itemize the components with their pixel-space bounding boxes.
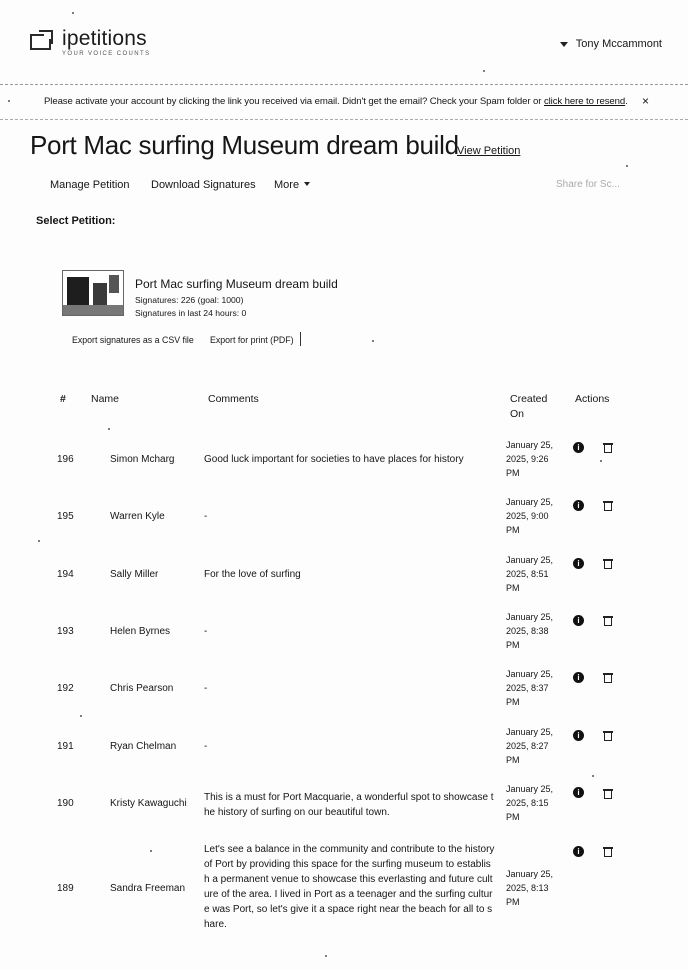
signer-name: Warren Kyle (110, 511, 165, 522)
created-date: January 25, 2025, 8:51 PM (506, 555, 554, 593)
signer-name: Ryan Chelman (110, 741, 177, 752)
column-header-created[interactable]: Created (510, 393, 548, 405)
scan-speck (72, 12, 74, 14)
info-icon[interactable]: i (573, 730, 584, 741)
trash-icon[interactable] (604, 847, 612, 857)
more-label: More (274, 179, 300, 191)
export-csv-link[interactable]: Export signatures as a CSV file (72, 335, 194, 345)
signer-comment: - (204, 741, 208, 752)
view-petition-link[interactable]: View Petition (457, 145, 521, 157)
signer-name: Simon Mcharg (110, 454, 175, 465)
signature-count: Signatures: 226 (goal: 1000) (135, 295, 244, 305)
signer-comment: - (204, 511, 208, 522)
close-icon[interactable]: × (642, 94, 650, 108)
row-number: 194 (57, 569, 74, 580)
trash-icon[interactable] (604, 673, 612, 683)
signer-comment: For the love of surfing (204, 569, 301, 580)
signer-comment: Let's see a balance in the community and contribute to the history of Port by providing this space for the surfing museum to establish a permanent venue to showcase this everlasting and future culture of the area. I lived in Port as a teenager and the surfing culture was Port, so let's give it a space right near the beach for all to share. (204, 844, 495, 930)
column-header-actions: Actions (575, 393, 610, 405)
row-number: 189 (57, 883, 74, 894)
notice-text (44, 96, 628, 107)
row-number: 193 (57, 626, 74, 637)
logo-name: ipetitions (62, 27, 147, 50)
trash-icon[interactable] (604, 501, 612, 511)
scan-speck (150, 850, 152, 852)
info-icon[interactable]: i (573, 558, 584, 569)
chevron-down-icon (304, 182, 310, 186)
scan-speck (108, 428, 110, 430)
info-icon[interactable]: i (573, 846, 584, 857)
trash-icon[interactable] (604, 559, 612, 569)
created-date: January 25, 2025, 9:26 PM (506, 440, 554, 478)
info-icon[interactable]: i (573, 672, 584, 683)
petition-card-title: Port Mac surfing Museum dream build (135, 277, 338, 291)
signer-comment: Good luck important for societies to have places for history (204, 454, 464, 465)
scan-speck (600, 460, 602, 462)
manage-petition-tab[interactable]: Manage Petition (50, 179, 130, 191)
page-title: Port Mac surfing Museum dream build (30, 130, 459, 160)
column-header-name[interactable]: Name (91, 393, 120, 405)
signer-name: Helen Byrnes (110, 626, 171, 637)
notice-message: Please activate your account by clicking the link you received via email. Didn't get the email? Check your Spam folder or (44, 96, 544, 107)
logo-tagline: YOUR VOICE COUNTS (62, 51, 151, 57)
info-icon[interactable]: i (573, 442, 584, 453)
resend-link[interactable]: click here to resend (543, 96, 626, 107)
info-icon[interactable]: i (573, 787, 584, 798)
site-header (0, 0, 688, 80)
trash-icon[interactable] (604, 616, 612, 626)
user-menu[interactable] (560, 38, 662, 50)
scan-speck (626, 165, 628, 167)
trash-icon[interactable] (604, 443, 612, 453)
ipetitions-logo[interactable] (30, 28, 150, 57)
created-date: January 25, 2025, 8:37 PM (506, 669, 554, 707)
signer-comment: This is a must for Port Macquarie, a wonderful spot to showcase the history of surfing on our beautiful town. (204, 792, 494, 818)
select-petition-label: Select Petition: (36, 215, 116, 227)
info-icon[interactable]: i (573, 500, 584, 511)
scan-speck (38, 540, 40, 542)
scan-speck (592, 775, 594, 777)
chevron-down-icon (560, 42, 568, 47)
export-pdf-link[interactable]: Export for print (PDF) (210, 335, 294, 345)
created-date: January 25, 2025, 8:13 PM (506, 869, 554, 907)
notice-suffix: . (625, 96, 628, 107)
trash-icon[interactable] (604, 731, 612, 741)
column-header-created-on: On (510, 408, 525, 420)
created-date: January 25, 2025, 8:38 PM (506, 612, 554, 650)
scan-speck (8, 100, 10, 102)
signer-name: Chris Pearson (110, 683, 174, 694)
signer-name: Sandra Freeman (110, 883, 186, 894)
signatures-last-24h: Signatures in last 24 hours: 0 (135, 308, 247, 318)
petition-thumbnail (62, 270, 124, 316)
row-number: 190 (57, 798, 74, 809)
signer-name: Sally Miller (110, 569, 159, 580)
signer-comment: - (204, 626, 208, 637)
row-number: 192 (57, 683, 74, 694)
created-date: January 25, 2025, 8:15 PM (506, 784, 554, 822)
petition-subnav (0, 176, 688, 196)
scan-speck (483, 70, 485, 72)
created-date: January 25, 2025, 9:00 PM (506, 497, 554, 535)
row-number: 196 (57, 454, 74, 465)
info-icon[interactable]: i (573, 615, 584, 626)
share-link[interactable]: Share for Sc... (556, 179, 620, 190)
scan-speck (372, 340, 374, 342)
column-header-number: # (60, 393, 66, 405)
divider (300, 332, 301, 346)
user-name: Tony Mccammont (575, 38, 662, 50)
created-date: January 25, 2025, 8:27 PM (506, 727, 554, 765)
activation-notice (0, 84, 688, 120)
scan-speck (80, 715, 82, 717)
download-signatures-tab[interactable]: Download Signatures (151, 179, 256, 191)
more-menu[interactable] (274, 179, 299, 191)
scan-speck (325, 955, 327, 957)
trash-icon[interactable] (604, 789, 612, 799)
column-header-comments: Comments (208, 393, 259, 405)
logo-icon (30, 28, 56, 54)
signer-name: Kristy Kawaguchi (110, 798, 187, 809)
row-number: 191 (57, 741, 74, 752)
row-number: 195 (57, 511, 74, 522)
signer-comment: - (204, 683, 208, 694)
